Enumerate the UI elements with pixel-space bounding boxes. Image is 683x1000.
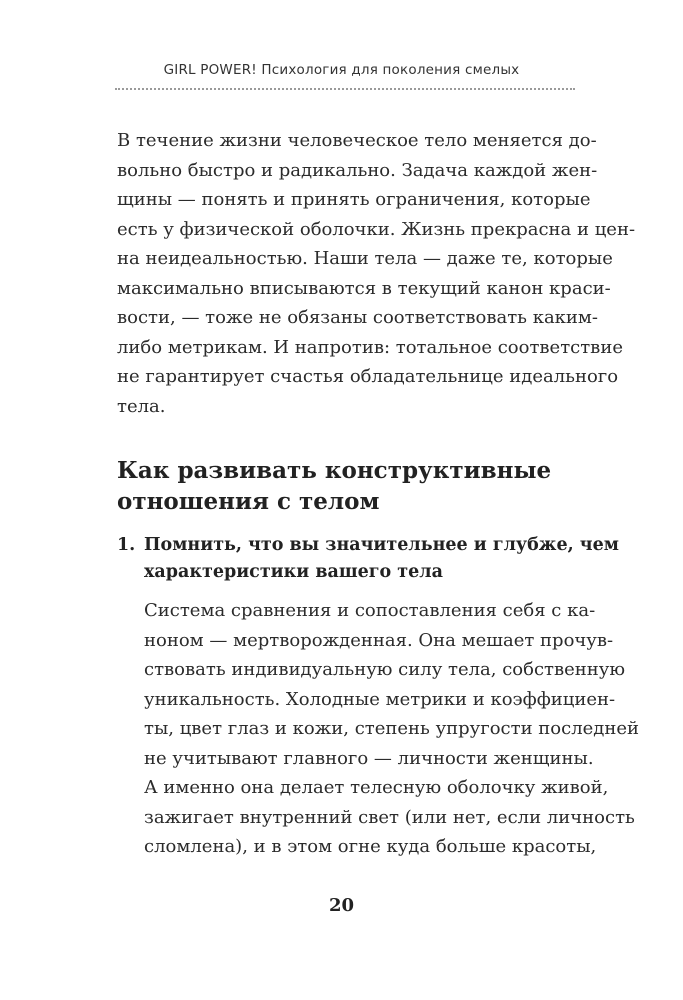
paragraph-line: на неидеальностью. Наши тела — даже те, которые [117, 248, 613, 269]
paragraph-line: зажигает внутренний свет (или нет, если личность [144, 806, 635, 828]
body-paragraph [144, 596, 640, 862]
paragraph-line: ноном — мертворожденная. Она мешает прочув- [144, 629, 614, 651]
section-heading [117, 455, 578, 517]
paragraph-line: ствовать индивидуальную силу тела, собственную [144, 659, 626, 680]
paragraph-line: не гарантирует счастья обладательнице идеального [117, 366, 619, 387]
paragraph-line: есть у физической оболочки. Жизнь прекрасна и цен- [117, 218, 636, 240]
paragraph-line: тела. [117, 395, 166, 417]
paragraph-line: не учитывают главного — личности женщины. [144, 747, 594, 769]
paragraph-line: ты, цвет глаз и кожи, степень упругости последней [144, 718, 640, 739]
paragraph-line: максимально вписываются в текущий канон краси- [117, 277, 611, 299]
paragraph-line: А именно она делает телесную оболочку живой, [144, 777, 609, 798]
paragraph-line: щины — понять и принять ограничения, которые [117, 189, 591, 210]
list-item-number: 1. [117, 535, 136, 555]
intro-paragraph [117, 126, 636, 421]
section-heading-line: Как развивать конструктивные [117, 457, 552, 484]
paragraph-line: вольно быстро и радикально. Задача каждой жен- [117, 159, 598, 181]
paragraph-line: вости, — тоже не обязаны соответствовать каким- [117, 307, 599, 328]
paragraph-line: уникальность. Холодные метрики и коэффициен- [144, 688, 616, 710]
running-head-dotted-rule [115, 88, 575, 90]
page-number: 20 [328, 895, 355, 916]
paragraph-line: Система сравнения и сопоставления себя с ка- [144, 600, 596, 621]
running-head: GIRL POWER! Психология для поколения смелых [163, 62, 520, 78]
paragraph-line: сломлена), и в этом огне куда больше красоты, [144, 836, 597, 857]
paragraph-line: либо метрикам. И напротив: тотальное соответствие [117, 336, 623, 358]
list-item-title-line: Помнить, что вы значительнее и глубже, чем [144, 535, 619, 555]
list-item-title [144, 532, 619, 586]
paragraph-line: В течение жизни человеческое тело меняется до- [117, 130, 597, 151]
list-item-title-line: характеристики вашего тела [144, 562, 443, 582]
section-heading-line: отношения с телом [117, 488, 380, 515]
